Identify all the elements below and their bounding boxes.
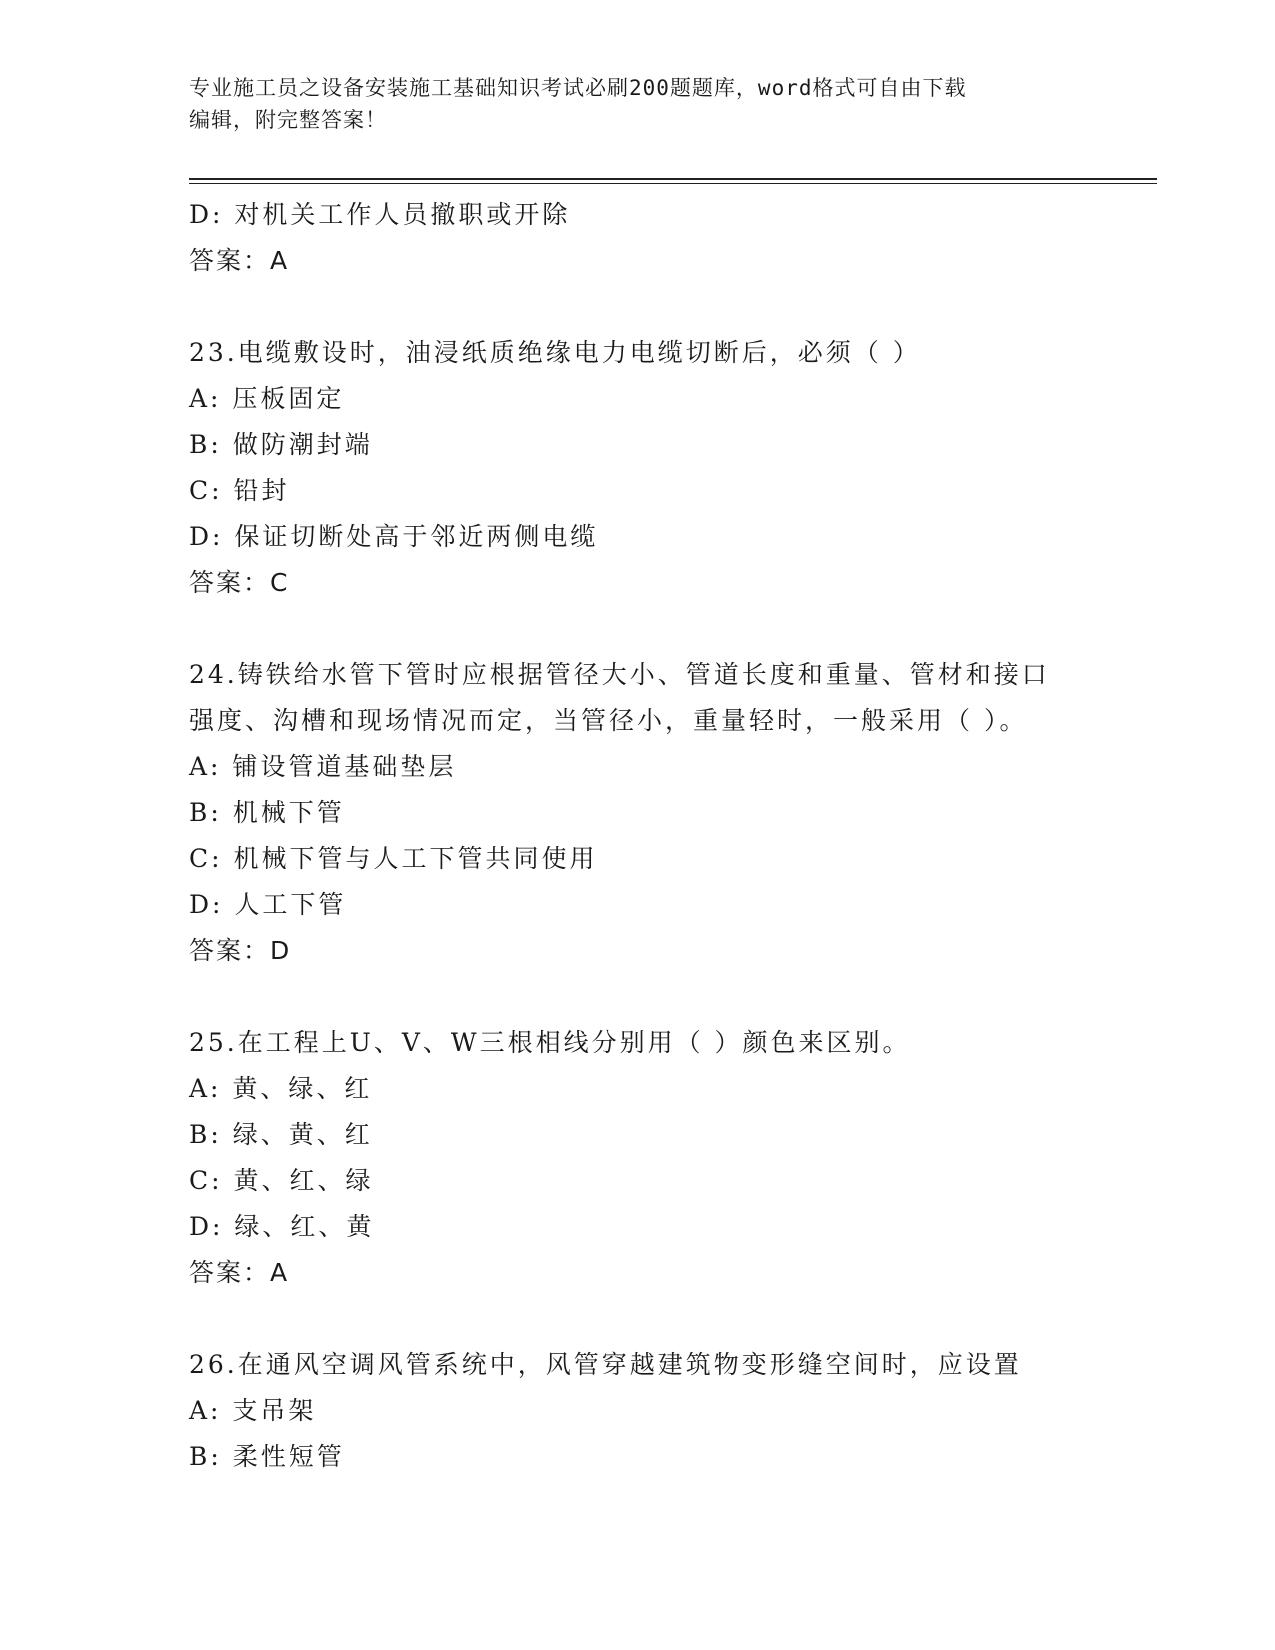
option-c: C: 机械下管与人工下管共同使用 xyxy=(189,844,598,873)
option-d: D: 绿、红、黄 xyxy=(189,1212,375,1241)
question-24 xyxy=(189,652,1139,974)
option-d: D: 人工下管 xyxy=(189,890,347,919)
header-rule-thick xyxy=(189,178,1157,180)
answer: 答案：A xyxy=(189,1258,290,1287)
spacer xyxy=(189,284,1139,330)
question-stem: 25.在工程上U、V、W三根相线分别用（ ）颜色来区别。 xyxy=(189,1028,911,1057)
option-b: B: 柔性短管 xyxy=(189,1442,345,1471)
option-c: C: 铅封 xyxy=(189,476,290,505)
question-stem-line-1: 24.铸铁给水管下管时应根据管径大小、管道长度和重量、管材和接口 xyxy=(189,660,1050,689)
spacer xyxy=(189,974,1139,1020)
question-stem-line-2: 强度、沟槽和现场情况而定，当管径小，重量轻时，一般采用（ ）。 xyxy=(189,706,1028,735)
option-a: A: 支吊架 xyxy=(189,1396,317,1425)
header-rule-thin xyxy=(189,183,1157,184)
option-a: A: 铺设管道基础垫层 xyxy=(189,752,457,781)
header-line-1: 专业施工员之设备安装施工基础知识考试必刷200题题库，word格式可自由下载 xyxy=(189,76,967,100)
option-b: B: 机械下管 xyxy=(189,798,345,827)
option-c: C: 黄、红、绿 xyxy=(189,1166,374,1195)
question-list xyxy=(189,192,1139,1480)
spacer xyxy=(189,606,1139,652)
question-25 xyxy=(189,1020,1139,1296)
option-a: A: 黄、绿、红 xyxy=(189,1074,373,1103)
option-b: B: 绿、黄、红 xyxy=(189,1120,373,1149)
question-22-tail xyxy=(189,192,1139,284)
option-d: D: 对机关工作人员撤职或开除 xyxy=(189,200,571,229)
answer: 答案：C xyxy=(189,568,290,597)
option-d: D: 保证切断处高于邻近两侧电缆 xyxy=(189,522,599,551)
option-a: A: 压板固定 xyxy=(189,384,345,413)
answer: 答案：D xyxy=(189,936,292,965)
answer: 答案：A xyxy=(189,246,290,275)
question-stem: 26.在通风空调风管系统中，风管穿越建筑物变形缝空间时，应设置 xyxy=(189,1350,1022,1379)
document-header xyxy=(189,72,1069,136)
option-b: B: 做防潮封端 xyxy=(189,430,373,459)
question-26 xyxy=(189,1342,1139,1480)
header-line-2: 编辑，附完整答案！ xyxy=(189,108,387,132)
question-23 xyxy=(189,330,1139,606)
spacer xyxy=(189,1296,1139,1342)
question-stem: 23.电缆敷设时，油浸纸质绝缘电力电缆切断后，必须（ ） xyxy=(189,338,921,367)
